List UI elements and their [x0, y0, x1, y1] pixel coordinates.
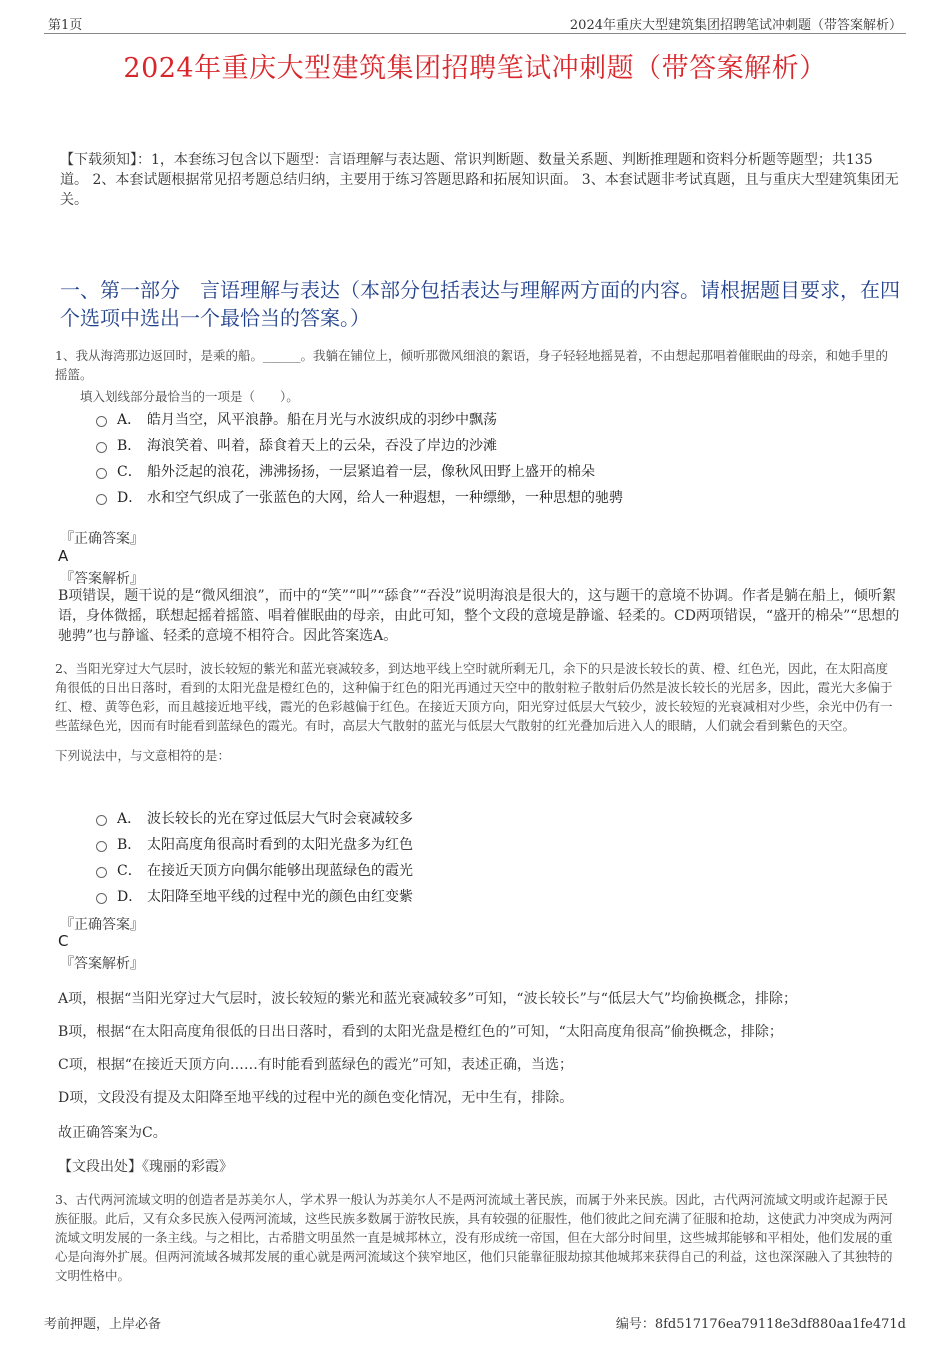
radio-icon[interactable]: [96, 893, 107, 904]
question-3-stem: 3、古代两河流域文明的创造者是苏美尔人，学术界一般认为苏美尔人不是两河流域土著民族，而属于外来民族。因此，古代两河流域文明或许起源于民族征服。此后，又有众多民族入侵两河流域，这些民族多数属于游牧民族，具有较强的征服性，他们彼此之间充满了征服和抢劫，这使武力冲突成为两河流域文明发展的一条主线。与之相比，古希腊文明虽然一直是城邦林立，没有形成统一帝国，但在大部分时间里，这些城邦能够和平相处，他们发展的重心是向海外扩展。但两河流域各城邦发展的重心就是两河流域这个狭窄地区，他们只能靠征服劫掠其他城邦来获得自己的利益，这也深深融入了其独特的文明性格中。: [55, 1192, 893, 1283]
q2-analysis-line: A项，根据“当阳光穿过大气层时，波长较短的紫光和蓝光衰减较多”可知，“波长较长”与“低层大气”均偷换概念，排除；: [58, 991, 798, 1007]
option-letter: B．: [117, 837, 142, 853]
radio-icon[interactable]: [96, 867, 107, 878]
page-number: 第1页: [48, 18, 83, 33]
q1-option-b[interactable]: [96, 435, 497, 455]
question-2-stem: 2、当阳光穿过大气层时，波长较短的紫光和蓝光衰减较多，到达地平线上空时就所剩无几，余下的只是波长较长的黄、橙、红色光，因此，在太阳高度角很低的日出日落时，看到的太阳光盘是橙红色的，这种偏于红色的阳光再通过天空中的散射粒子散射后仍然是波长较长的光居多，因此，霞光大多偏于红、橙、黄等色彩，而且越接近地平线，霞光的色彩越偏于红色。在接近天顶方向，阳光穿过低层大气较少，波长较短的光衰减相对少些，余光中仍有一些蓝绿色光，因而有时能看到蓝绿色的霞光。有时，高层大气散射的蓝光与低层大气散射的红光叠加后进入人的眼睛，人们就会看到紫色的天空。: [55, 661, 893, 733]
q2-analysis-line: C项，根据“在接近天顶方向……有时能看到蓝绿色的霞光”可知，表述正确，当选；: [58, 1057, 574, 1073]
option-letter: B．: [117, 438, 142, 454]
option-letter: C．: [117, 464, 142, 480]
q2-analysis-line: 故正确答案为C。: [58, 1125, 167, 1141]
q2-option-a[interactable]: [96, 808, 413, 828]
question-1-prompt: 填入划线部分最恰当的一项是（ ）。: [80, 389, 299, 404]
q2-analysis-line: B项，根据“在太阳高度角很低的日出日落时，看到的太阳光盘是橙红色的”可知，“太阳高度角很高”偷换概念，排除；: [58, 1024, 783, 1040]
q2-answer-label: 『正确答案』: [60, 917, 144, 933]
option-text: 皓月当空，风平浪静。船在月光与水波织成的羽纱中飘荡: [147, 412, 497, 428]
option-text: 太阳高度角很高时看到的太阳光盘多为红色: [147, 837, 413, 853]
q2-source: 【文段出处】《瑰丽的彩霞》: [58, 1159, 233, 1175]
download-notice: 【下载须知】：1，本套练习包含以下题型：言语理解与表达题、常识判断题、数量关系题、判断推理题和资料分析题等题型；共135道。 2、本套试题根据常见招考题总结归纳，主要用于练习答题思路和拓展知识面。 3、本套试题非考试真题，且与重庆大型建筑集团无关。: [60, 152, 899, 208]
footer-slogan: 考前押题，上岸必备: [44, 1317, 162, 1332]
radio-icon[interactable]: [96, 468, 107, 479]
option-letter: A．: [117, 412, 142, 428]
option-letter: A．: [117, 811, 142, 827]
footer-doc-id: 编号：8fd517176ea79118e3df880aa1fe471d: [615, 1317, 906, 1332]
q1-analysis-label: 『答案解析』: [60, 571, 144, 587]
option-letter: D．: [117, 490, 143, 506]
header-doc-title: 2024年重庆大型建筑集团招聘笔试冲刺题（带答案解析）: [569, 18, 902, 33]
q1-answer: A: [58, 547, 69, 565]
option-text: 船外泛起的浪花，沸沸扬扬，一层紧追着一层，像秋风田野上盛开的棉朵: [147, 464, 595, 480]
q1-answer-label: 『正确答案』: [60, 531, 144, 547]
question-2-prompt: 下列说法中，与文意相符的是：: [55, 748, 231, 763]
option-text: 海浪笑着、叫着，舔食着天上的云朵，吞没了岸边的沙滩: [147, 438, 497, 454]
q2-option-b[interactable]: [96, 834, 413, 854]
section-heading: 一、第一部分 言语理解与表达（本部分包括表达与理解两方面的内容。请根据题目要求，在四个选项中选出一个最恰当的答案。）: [60, 278, 900, 330]
header-divider: [44, 33, 906, 34]
q2-answer: C: [58, 932, 69, 950]
q2-option-c[interactable]: [96, 860, 413, 880]
q1-option-d[interactable]: [96, 487, 623, 507]
option-text: 在接近天顶方向偶尔能够出现蓝绿色的霞光: [147, 863, 413, 879]
radio-icon[interactable]: [96, 841, 107, 852]
q2-option-d[interactable]: [96, 886, 413, 906]
option-text: 太阳降至地平线的过程中光的颜色由红变紫: [147, 889, 413, 905]
radio-icon[interactable]: [96, 815, 107, 826]
radio-icon[interactable]: [96, 494, 107, 505]
q1-option-c[interactable]: [96, 461, 595, 481]
q2-analysis-label: 『答案解析』: [60, 956, 144, 972]
option-text: 水和空气织成了一张蓝色的大网，给人一种遐想，一种缥缈，一种思想的驰骋: [147, 490, 623, 506]
option-letter: C．: [117, 863, 142, 879]
page-title: 2024年重庆大型建筑集团招聘笔试冲刺题（带答案解析）: [123, 53, 827, 84]
q2-analysis-line: D项，文段没有提及太阳降至地平线的过程中光的颜色变化情况，无中生有，排除。: [58, 1090, 574, 1106]
option-text: 波长较长的光在穿过低层大气时会衰减较多: [147, 811, 413, 827]
q1-option-a[interactable]: [96, 409, 497, 429]
option-letter: D．: [117, 889, 143, 905]
question-1-stem: 1、我从海湾那边返回时，是乘的船。______。我躺在铺位上，倾听那微风细浪的絮语，身子轻轻地摇晃着，不由想起那唱着催眠曲的母亲，和她手里的摇篮。: [55, 348, 888, 382]
q1-analysis: B项错误，题干说的是“微风细浪”，而中的“笑”“叫”“舔食”“吞没”说明海浪是很大的，这与题干的意境不协调。作者是躺在船上，倾听絮语，身体微摇，联想起摇着摇篮、唱着催眠曲的母亲，由此可知，整个文段的意境是静谧、轻柔的。CD两项错误，“盛开的棉朵”“思想的驰骋”也与静谧、轻柔的意境不相符合。因此答案选A。: [58, 588, 900, 644]
radio-icon[interactable]: [96, 442, 107, 453]
radio-icon[interactable]: [96, 416, 107, 427]
